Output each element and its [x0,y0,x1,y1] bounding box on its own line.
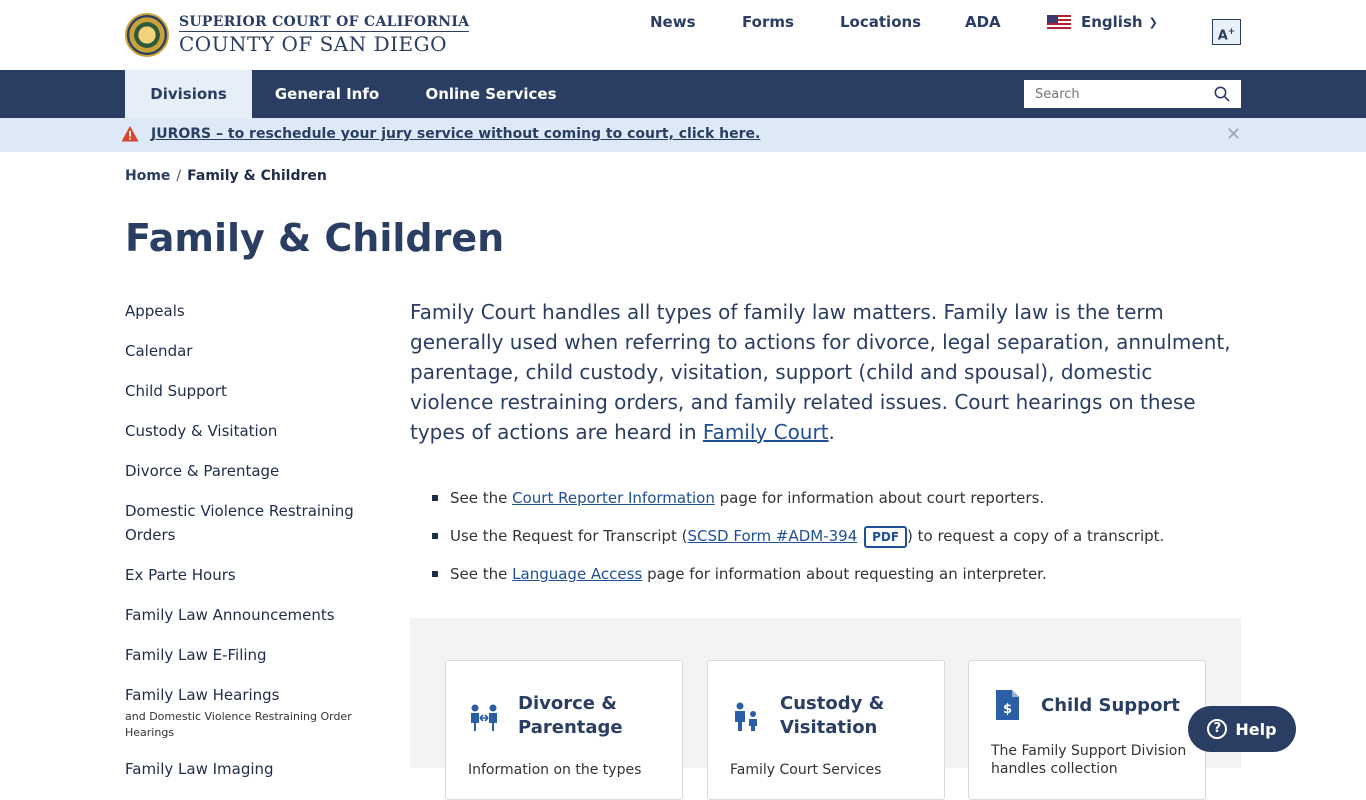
text-size-button[interactable]: A+ [1212,19,1241,45]
sidebar-item-family-law-imaging[interactable]: Family Law Imaging [125,760,274,778]
card-custody-visitation[interactable] [707,660,945,800]
sidebar-item-family-law-efiling[interactable]: Family Law E-Filing [125,646,267,664]
search-icon[interactable] [1214,86,1230,102]
chevron-down-icon: ❯ [1148,15,1158,29]
language-access-link[interactable]: Language Access [512,565,643,583]
card-title: Custody & Visitation [780,693,885,738]
topic-cards-panel [410,618,1241,778]
card-description: Family Court Services [730,762,882,778]
breadcrumb-home[interactable]: Home [125,168,171,184]
divorce-icon [468,701,500,733]
svg-text:$: $ [1002,702,1013,717]
sidebar-item-label: Family Law Hearings [125,686,280,704]
family-icon [730,701,762,733]
site-header [0,0,1366,70]
intro-paragraph: Family Court handles all types of family law matters. Family law is the term generally used when referring to actions for divorce, legal separation, annulment, parentage, child custody, visitation, support (child and spousal), domestic violence restraining orders, and family related issues. Court hearings on these types of actions are heard in Family Court. [410,300,1231,444]
list-item: See the Language Access page for information about requesting an interpreter. [410,562,1240,600]
list-item: See the Court Reporter Information page for information about court reporters. [410,486,1240,524]
sidebar-item-family-law-announcements[interactable]: Family Law Announcements [125,606,335,624]
breadcrumb-separator: / [176,168,182,184]
card-description: Information on the types [468,762,642,778]
card-divorce-parentage[interactable] [445,660,683,800]
card-description: The Family Support Division handles collection [991,743,1187,777]
close-icon[interactable]: ✕ [1226,124,1242,145]
alert-banner [0,118,1366,152]
list-item: Use the Request for Transcript (SCSD Form #ADM-394 PDF ) to request a copy of a transcript. [410,524,1240,562]
transcript-form-link[interactable]: SCSD Form #ADM-394 [687,527,858,545]
nav-link-forms[interactable]: Forms [742,13,794,31]
tab-online-services[interactable]: Online Services [425,85,557,103]
sidebar-item-calendar[interactable]: Calendar [125,342,193,360]
sidebar-nav [125,299,375,797]
sidebar-item-domestic-violence[interactable]: Domestic Violence Restraining Orders [125,502,354,544]
court-seal-icon [125,13,169,57]
logo-title-line1: SUPERIOR COURT OF CALIFORNIA [179,14,470,30]
us-flag-icon [1047,15,1071,29]
sidebar-item-child-support[interactable]: Child Support [125,382,227,400]
card-child-support[interactable] [968,660,1206,800]
logo-title-line2: COUNTY OF SAN DIEGO [179,32,447,56]
nav-link-news[interactable]: News [650,13,696,31]
family-court-link[interactable]: Family Court [702,420,829,444]
info-list [410,486,1240,600]
card-title: Divorce & Parentage [518,693,623,738]
sidebar-item-sublabel: and Domestic Violence Restraining Order Hearings [125,710,352,739]
help-button[interactable] [1188,706,1296,752]
nav-link-locations[interactable]: Locations [840,13,922,31]
question-icon: ? [1207,719,1227,739]
search-input[interactable] [1024,80,1204,108]
language-selector[interactable] [1047,13,1158,31]
warning-icon [121,125,139,143]
help-label: Help [1235,719,1277,739]
nav-link-ada[interactable]: ADA [965,13,1001,31]
tab-general-info[interactable]: General Info [274,85,380,103]
breadcrumb-current: Family & Children [187,168,327,184]
pdf-badge[interactable]: PDF [864,526,907,548]
alert-link[interactable]: JURORS – to reschedule your jury service without coming to court, click here. [151,126,761,142]
sidebar-item-family-law-hearings[interactable] [125,683,375,741]
court-logo[interactable] [125,13,469,57]
document-dollar-icon [991,689,1023,721]
card-title: Child Support [1041,695,1180,716]
court-reporter-link[interactable]: Court Reporter Information [512,489,715,507]
search-box [1024,80,1241,108]
sidebar-item-ex-parte-hours[interactable]: Ex Parte Hours [125,566,236,584]
sidebar-item-appeals[interactable]: Appeals [125,302,185,320]
page-title: Family & Children [125,216,505,260]
language-label: English [1081,13,1143,31]
tab-divisions[interactable]: Divisions [125,70,252,118]
sidebar-item-custody-visitation[interactable]: Custody & Visitation [125,422,278,440]
sidebar-item-divorce-parentage[interactable]: Divorce & Parentage [125,462,280,480]
main-nav [0,70,1366,118]
breadcrumb [125,168,327,184]
